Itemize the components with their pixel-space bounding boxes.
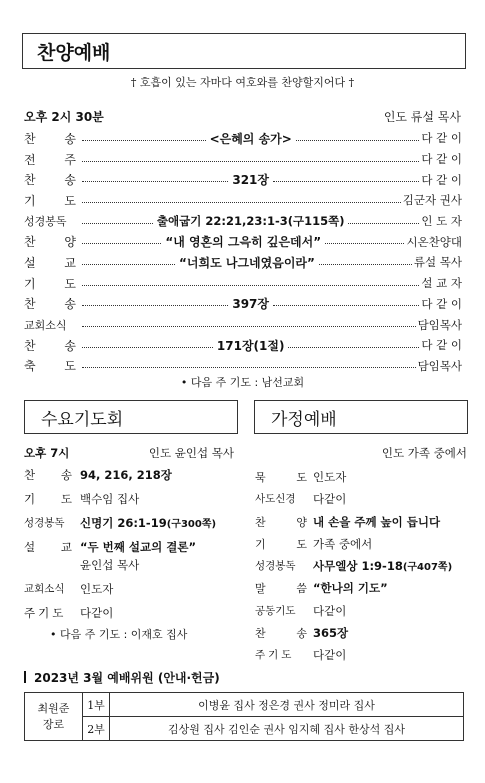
home-service [255,445,467,670]
home-order-value: 다같이 [313,603,347,618]
wednesday-prayer-row [24,491,244,507]
order-label: 기 도 [24,193,76,208]
order-label: 성경봉독 [24,215,67,229]
order-row [24,335,462,356]
leader-dots [82,326,416,327]
home-order-list [255,469,467,663]
order-row [24,149,462,170]
home-order-label: 묵 도 [255,471,307,484]
order-row [24,314,462,335]
leader-dots [296,140,420,141]
leader-dots [82,243,161,244]
leader-dots [288,347,419,348]
committee-title: 2023년 3월 예배위원 (안내·헌금) [24,669,220,686]
leader-dots [82,181,228,182]
home-order-value: “한나의 기도” [313,581,388,596]
committee-members: 김상원 집사 김인순 권사 임지혜 집사 한상석 집사 [110,717,464,741]
leader-dots [82,140,206,141]
home-order-row [255,514,467,530]
order-person: 다 같 이 [421,338,463,353]
home-order-value: 사무엘상 1:9-18(구407쪽) [313,559,453,574]
order-row [24,128,462,149]
leader-dots [82,305,228,306]
wednesday-hymn-row [24,467,244,483]
order-content: “너희도 나그네였음이라” [179,255,315,270]
home-order-row [255,536,467,552]
order-person: 다 같 이 [421,172,463,187]
committee-part: 2부 [83,717,110,741]
leader-dots [348,223,419,224]
order-person: 류설 목사 [413,255,462,270]
leader-dots [82,347,213,348]
committee-group: 최원준 장로 [25,693,83,741]
wednesday-prayer-label: 기 도 [24,492,72,506]
order-row [24,169,462,190]
order-label: 찬 양 [24,235,76,250]
order-label: 찬 송 [24,338,76,353]
order-person: 담임목사 [417,358,462,373]
order-label: 교회소식 [24,318,67,332]
wednesday-sermon-label: 설 교 [24,540,72,554]
order-person: 다 같 이 [421,296,463,311]
home-order-value: 다같이 [313,648,347,663]
order-label: 찬 송 [24,297,76,312]
home-order-label: 기 도 [255,537,307,551]
leader-dots [319,264,412,265]
order-row [24,252,462,273]
home-order-row [255,491,467,507]
home-order-label: 찬 양 [255,515,307,529]
wednesday-service-title: 수요기도회 [24,400,238,434]
order-label: 찬 송 [24,173,76,188]
order-content: 321장 [232,173,270,188]
praise-time: 오후 2시 30분 [24,110,104,124]
order-person: 담임목사 [417,317,462,332]
home-order-row [255,603,467,619]
order-person: 다 같 이 [421,152,462,167]
home-leader: 인도 가족 중에서 [381,446,467,460]
order-content: <은혜의 송가> [209,131,292,146]
home-service-title: 가정예배 [254,400,468,434]
wednesday-next-prayer: • 다음 주 기도 : 이재호 집사 [50,628,188,641]
wednesday-news-row [24,581,244,597]
leader-dots [82,202,401,203]
home-order-label: 사도신경 [255,493,296,506]
section-bar [24,671,26,683]
home-order-label: 말 씀 [255,582,307,596]
home-order-label: 찬 송 [255,627,307,641]
leader-dots [82,264,175,265]
praise-service-header [24,108,461,125]
home-order-label: 성경봉독 [255,560,296,573]
order-person: 인 도 자 [421,214,463,229]
home-order-row [255,558,467,574]
leader-dots [82,223,153,224]
home-order-value: 내 손을 주께 높이 듭니다 [313,514,441,529]
wednesday-lords-prayer: 다같이 [80,606,114,620]
wednesday-header [24,445,244,461]
wednesday-news: 인도자 [80,582,114,596]
order-row [24,190,462,211]
home-order-row [255,647,467,663]
order-person: 시온찬양대 [406,234,462,249]
wednesday-news-label: 교회소식 [24,583,65,595]
order-row [24,294,462,315]
order-label: 찬 송 [24,131,76,146]
order-person: 다 같 이 [421,131,463,146]
wednesday-sermon: “두 번째 설교의 결론” 윤인섭 목사 [80,540,196,572]
home-order-label: 공동기도 [255,604,296,617]
wednesday-leader: 인도 윤인섭 목사 [148,446,234,460]
table-row [25,717,464,741]
wednesday-sermon-row [24,539,244,573]
committee-members: 이병윤 집사 정은경 권사 정미라 집사 [110,693,464,717]
leader-dots [325,243,404,244]
wednesday-lords-prayer-row [24,605,244,621]
wednesday-service [24,445,244,629]
committee-part: 1부 [83,693,110,717]
home-order-row [255,625,467,641]
home-order-label: 주기도 [255,649,295,662]
praise-leader: 인도 류설 목사 [383,110,461,124]
order-row [24,211,462,232]
home-order-row [255,580,467,596]
home-order-value: 다같이 [313,492,347,507]
praise-service-title: 찬양예배 [22,33,466,69]
wednesday-hymn: 94, 216, 218장 [80,468,172,482]
order-label: 기 도 [24,276,76,291]
order-label: 설 교 [24,255,76,270]
order-row [24,273,462,294]
wednesday-lords-prayer-label: 주기도 [24,606,67,620]
wednesday-reading: 신명기 26:1-19(구300쪽) [80,516,217,530]
order-person: 김군자 권사 [402,193,462,208]
praise-order-list [24,128,462,376]
wednesday-time: 오후 7시 [24,446,70,460]
order-row [24,231,462,252]
home-order-value: 가족 중에서 [313,536,373,551]
leader-dots [82,367,416,368]
order-content: 171장(1절) [216,338,285,353]
order-content: 397장 [232,297,270,312]
leader-dots [82,285,419,286]
wednesday-hymn-label: 찬 송 [24,468,72,482]
leader-dots [273,305,419,306]
order-content: “내 영혼의 그윽히 깊은데서” [165,235,322,250]
order-person: 설 교 자 [421,276,462,291]
home-order-row [255,469,467,485]
wednesday-prayer: 백수임 집사 [80,492,140,506]
home-order-value: 인도자 [313,470,347,484]
praise-next-prayer: • 다음 주 기도 : 남선교회 [180,376,305,389]
order-content: 출애굽기 22:21,23:1-3(구115쪽) [156,214,345,229]
order-label: 전 주 [24,152,76,167]
home-order-value: 365장 [313,626,349,641]
wednesday-reading-label: 성경봉독 [24,517,65,529]
leader-dots [273,181,419,182]
leader-dots [82,161,419,162]
wednesday-reading-row [24,515,244,531]
committee-table [24,692,464,741]
verse-banner: † 호흡이 있는 자마다 여호와를 찬양할지어다 † [130,76,355,89]
table-row [25,693,464,717]
order-label: 축 도 [24,359,76,374]
